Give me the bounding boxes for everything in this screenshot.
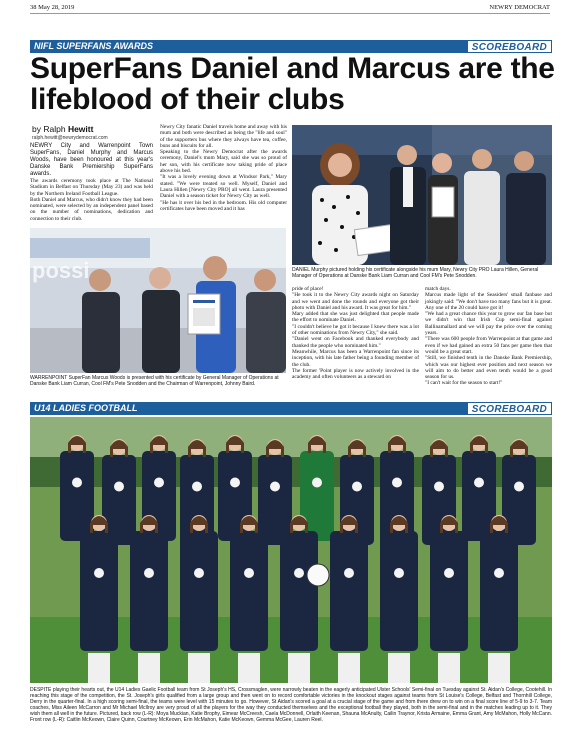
article-paragraph: Marcus made light of the Seasiders' small fanbase and jokingly said: "We don't have too many fans but it is great. Any one of the 20 could have got it! <box>425 292 552 311</box>
article-paragraph: "Still, we finished tenth in the Danske Bank Premiership, which was our highest ever position and next season we will aim to do better and even tenth would be a good season for us. <box>425 355 552 381</box>
player-socks <box>88 653 110 683</box>
section-label: NIFL SUPERFANS AWARDS <box>34 41 154 51</box>
team-player <box>430 515 468 651</box>
player-socks <box>488 653 510 683</box>
football-icon <box>307 564 329 586</box>
player-socks <box>188 653 210 683</box>
byline-prefix: by Ralph <box>32 124 66 134</box>
article-paragraph: pride of place! <box>292 286 324 292</box>
article-column-1 <box>30 143 153 222</box>
team-player <box>330 515 368 651</box>
backdrop-text: possi <box>32 258 90 283</box>
article-lead: NEWRY City and Warrenpoint Town SuperFans, Daniel Murphy and Marcus Woods, have been honoured at this year's Danske Bank Premiership SuperFans awards. <box>30 143 153 177</box>
caption-daniel: DANIEL Murphy pictured holding his certificate alongside his mum Mary, Newry City PRO Laura Hillen, General Manager of Operations at Danske Bank Liam Curran and Cool FM's Pete Snodden. <box>292 267 539 279</box>
article-paragraph: "There was 600 people from Warrenpoint at that game and even if we had gained an extra 50 fans per game then that would be a great start. <box>425 336 552 355</box>
page-headline: SuperFans Daniel and Marcus are the lifeblood of their clubs <box>30 52 555 116</box>
photo-daniel-image <box>292 125 552 265</box>
article-paragraph: match days. <box>425 286 451 292</box>
player-socks <box>238 653 260 683</box>
article-column-3 <box>292 286 419 380</box>
photo-daniel-award <box>292 125 552 265</box>
team-player <box>230 515 268 651</box>
article-paragraph: "I can't wait for the season to start!" <box>425 380 503 387</box>
scoreboard-logo: SCOREBOARD <box>467 402 552 415</box>
section-label: U14 LADIES FOOTBALL <box>34 403 138 413</box>
team-player <box>80 515 118 651</box>
article-column-2 <box>160 124 287 212</box>
player-socks <box>388 653 410 683</box>
player-socks <box>338 653 360 683</box>
article-paragraph: "He has it over his bed in the bedroom. His old computer certificates have been moved and it has <box>160 199 287 212</box>
article-paragraph: "We had a great chance this year to grow our fan base but we didn't win that Irish Cup semi-final against Ballinamallard and we will pay the price over the coming years. <box>425 311 552 337</box>
folio-left: 38 May 28, 2019 <box>30 4 75 11</box>
caption-marcus: WARRENPOINT SuperFan Marcus Woods is presented with his certificate by General Manager of Operations at Danske Bank Liam Curran, Cool FM's Pete Snodden and the Chairman of Warrenpoint, Johnny Baird. <box>30 375 279 387</box>
article-paragraph: "Daniel went on Facebook and thanked everybody and thanked the people who nominated him." <box>292 336 419 349</box>
team-player <box>480 515 518 651</box>
photo-marcus-award <box>30 228 286 373</box>
photo-marcus-image <box>30 228 286 373</box>
article-paragraph: Speaking to the Newry Democrat after the awards ceremony, Daniel's mum Mary, said she was so proud of her son, with his certificate now taking pride of place above his bed. <box>160 149 287 175</box>
scoreboard-logo: SCOREBOARD <box>467 40 552 53</box>
caption-u14-team: DESPITE playing their hearts out, the U14 Ladies Gaelic Football team from St Joseph's HS, Crossmaglen, were narrowly beaten in the eagerly anticipated Ulster Schools' Semi-final on Tuesday against St. Aidan's College, Cootehill. In reaching this stage of the competition, the St. Joseph's girls qualified from a large group and then went on to record comfortable victories in the knockout stages against teams from St Louise's College, Belfast and Thornhill College, Derry in the quarter-final. In a high scoring semi-final, the teams were level with 15 minutes to go. However, St Aidan's scored a goal at a crucial stage of the game and from there drew on to win on a final score line of 5-9 to 3-7. Team coaches, Miss Aileen McCarron and Mr Michael McIlroy are very proud of all the players for the way they conducted themselves and the exceptional football they played, both in the semi-final and in the matches leading up to it. They wish them all well in the future. Pictured, back row (L-R): Moya Muckian, Katie Brophy, Eimear McCreesh, Caela McDonnell, Orlaith Keenan, Shauna McAnulty, Cailin Traynor, Krista Armaine, Emma Grant, Amy McMahon, Holly McCann. Front row (L-R): Caitlin McKeown, Claire Quinn, Courtney McKeown, Erin McMahon, Katie McKeown, Gemma McGee, Lauren Reel. <box>30 687 552 723</box>
photo-u14-team <box>30 417 552 683</box>
team-player <box>380 515 418 651</box>
section-band-u14 <box>30 402 552 415</box>
article-paragraph: "I couldn't believe he got it because I knew there was a lot of other nominations from Newry City," she said. <box>292 323 419 337</box>
byline <box>32 124 93 134</box>
article-column-4 <box>425 286 552 387</box>
article-paragraph: The former 'Point player is now actively involved in the academy and often volunteers as a steward on <box>292 367 419 381</box>
folio-right: NEWRY DEMOCRAT <box>489 4 550 11</box>
article-paragraph: Both Daniel and Marcus, who didn't know they had been nominated, were selected by an independent panel based on the number of nominations, dedication and connection to their club. <box>30 196 153 222</box>
player-socks <box>138 653 160 683</box>
photo-u14-team-image <box>30 417 552 683</box>
article-paragraph: The awards ceremony took place at The National Stadium in Belfast on Thursday (May 23) and was held by the Northern Ireland Football League. <box>30 178 153 197</box>
team-player <box>130 515 168 651</box>
article-paragraph: Mary added that she was just delighted that people made the effort to nominate Daniel. <box>292 311 419 324</box>
page-folio <box>30 4 550 14</box>
player-socks <box>438 653 460 683</box>
article-paragraph: Meanwhile, Marcus has been a Warrenpoint fan since its inception, with his late father being a founding member of the club. <box>292 348 419 368</box>
team-player <box>180 515 218 651</box>
article-paragraph: "He took it to the Newry City awards night on Saturday and we went and done the rounds and everyone got their photo with Daniel and his award. It was great for him." <box>292 292 419 311</box>
byline-name: Hewitt <box>67 124 94 134</box>
article-paragraph: "It was a lovely evening down at Windsor Park," Mary stated. "We were treated so well. Myself, Daniel and Laura Hillen [Newry City PRO] all went. Laura presented Daniel with a season ticket for Newry City as well. <box>160 174 287 200</box>
article-paragraph: Newry City fanatic Daniel travels home and away with his mum and both were described as being the "life and soul" of the supporters bus where they always have tea, coffee, buns and biscuits for all. <box>160 124 287 149</box>
player-socks <box>288 653 310 683</box>
author-email: ralph.hewitt@newrydemocrat.com <box>32 135 108 141</box>
